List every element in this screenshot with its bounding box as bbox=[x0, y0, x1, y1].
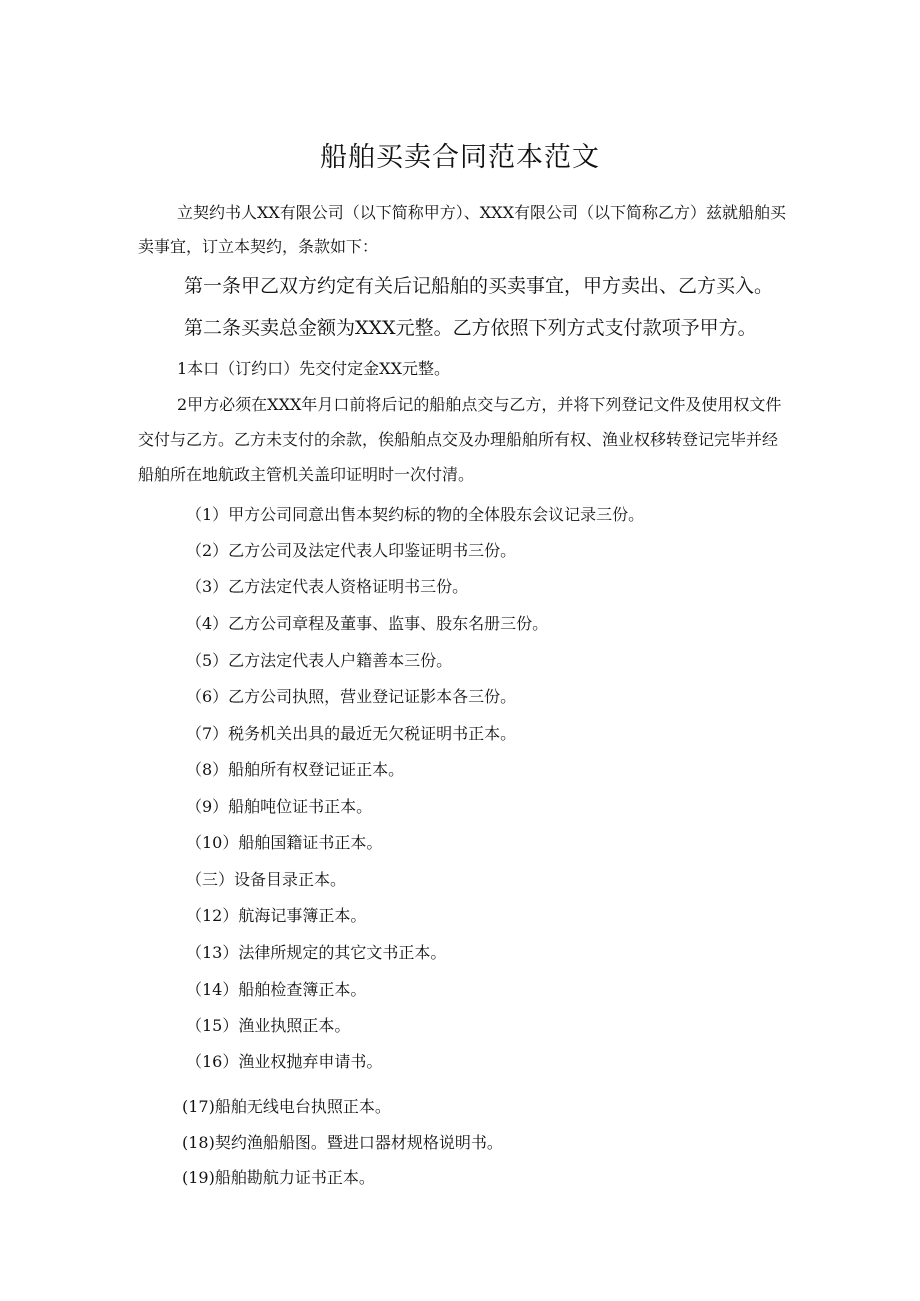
list-item: （12）航海记事簿正本。 bbox=[186, 906, 367, 925]
list-item: （4）乙方公司章程及董事、监事、股东名册三份。 bbox=[186, 614, 549, 633]
list-item: （3）乙方法定代表人资格证明书三份。 bbox=[186, 577, 469, 596]
list-item: （8）船舶所有权登记证正本。 bbox=[186, 760, 405, 779]
article-1: 第一条甲乙双方约定有关后记船舶的买卖事宜，甲方卖出、乙方买入。 bbox=[184, 275, 774, 297]
list-item: （9）船舶吨位证书正本。 bbox=[186, 797, 373, 816]
list-item: （6）乙方公司执照，营业登记证影本各三份。 bbox=[186, 687, 517, 706]
intro-paragraph: 立契约书人XX有限公司（以下简称甲方）、XXX有限公司（以下简称乙方）兹就船舶买卖事宜，订立本契约，条款如下： bbox=[138, 203, 786, 256]
list-item: （5）乙方法定代表人户籍善本三份。 bbox=[186, 651, 453, 670]
list-item: （1）甲方公司同意出售本契约标的物的全体股东会议记录三份。 bbox=[186, 505, 645, 524]
list-item: （13）法律所规定的其它文书正本。 bbox=[186, 943, 447, 962]
list-item: (18)契约渔船船图。暨进口器材规格说明书。 bbox=[182, 1133, 503, 1152]
clause-1: 1本口（订约口）先交付定金XX元整。 bbox=[177, 359, 450, 378]
list-item: (19)船舶勘航力证书正本。 bbox=[182, 1168, 375, 1187]
article-2: 第二条买卖总金额为XXX元整。乙方依照下列方式支付款项予甲方。 bbox=[184, 317, 757, 339]
list-item: （14）船舶检查簿正本。 bbox=[186, 980, 367, 999]
list-item: （16）渔业权抛弃申请书。 bbox=[186, 1052, 383, 1071]
list-item: （2）乙方公司及法定代表人印鉴证明书三份。 bbox=[186, 541, 517, 560]
list-item: (17)船舶无线电台执照正本。 bbox=[182, 1097, 391, 1116]
list-item: （15）渔业执照正本。 bbox=[186, 1016, 351, 1035]
list-item: （7）税务机关出具的最近无欠税证明书正本。 bbox=[186, 724, 517, 743]
list-item: （三）设备目录正本。 bbox=[186, 870, 347, 889]
document-title: 船舶买卖合同范本范文 bbox=[320, 142, 600, 173]
list-item: （10）船舶国籍证书正本。 bbox=[186, 833, 383, 852]
clause-2: 2甲方必须在XXX年月口前将后记的船舶点交与乙方，并将下列登记文件及使用权文件交付与乙方。乙方未支付的余款，俟船舶点交及办理船舶所有权、渔业权移转登记完毕并经船舶所在地航政主管机关盖印证明时一次付清。 bbox=[138, 395, 782, 484]
